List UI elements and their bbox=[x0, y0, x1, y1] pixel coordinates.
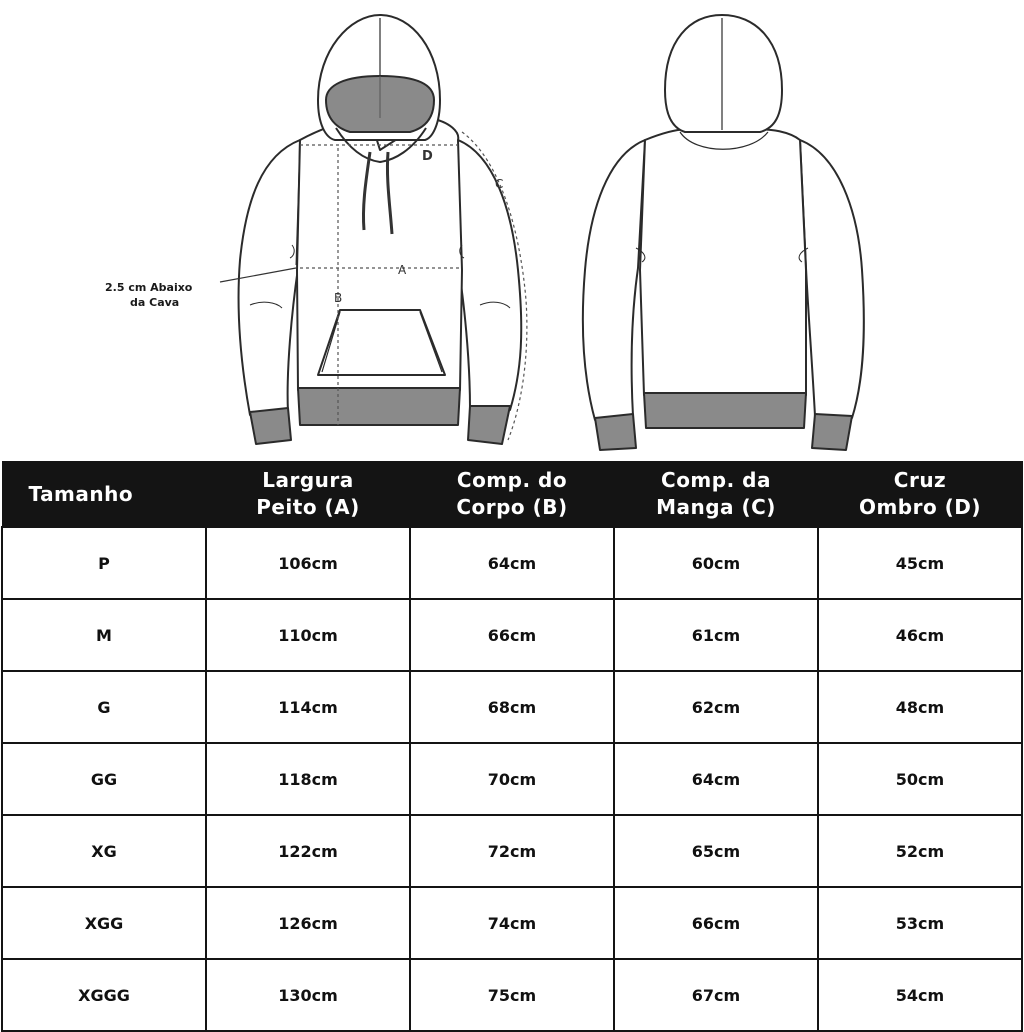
cell-sleeve-length: 65cm bbox=[614, 815, 818, 887]
cell-chest: 122cm bbox=[206, 815, 410, 887]
table-row bbox=[2, 527, 1022, 599]
cell-size: M bbox=[2, 599, 206, 671]
cell-sleeve-length: 62cm bbox=[614, 671, 818, 743]
label-a: A bbox=[398, 263, 407, 277]
header-comp-corpo: Comp. do Corpo (B) bbox=[410, 462, 614, 528]
annotation-line2: da Cava bbox=[130, 296, 180, 309]
label-c: C bbox=[495, 177, 504, 191]
hoodie-front bbox=[238, 15, 521, 444]
cell-sleeve-length: 67cm bbox=[614, 959, 818, 1031]
annotation-line1: 2.5 cm Abaixo bbox=[105, 281, 193, 294]
cell-body-length: 70cm bbox=[410, 743, 614, 815]
table-row bbox=[2, 815, 1022, 887]
header-comp-manga: Comp. da Manga (C) bbox=[614, 462, 818, 528]
size-table-header bbox=[2, 462, 1022, 528]
label-d: D bbox=[422, 149, 433, 164]
cell-body-length: 68cm bbox=[410, 671, 614, 743]
size-table bbox=[1, 461, 1023, 1032]
cell-shoulder: 54cm bbox=[818, 959, 1022, 1031]
cell-chest: 110cm bbox=[206, 599, 410, 671]
hoodie-illustration bbox=[0, 0, 1024, 460]
cell-sleeve-length: 66cm bbox=[614, 887, 818, 959]
cell-shoulder: 48cm bbox=[818, 671, 1022, 743]
hoodie-diagram bbox=[0, 0, 1024, 460]
cell-chest: 106cm bbox=[206, 527, 410, 599]
cell-body-length: 66cm bbox=[410, 599, 614, 671]
cell-body-length: 64cm bbox=[410, 527, 614, 599]
header-cruz-ombro: Cruz Ombro (D) bbox=[818, 462, 1022, 528]
cell-shoulder: 46cm bbox=[818, 599, 1022, 671]
table-row bbox=[2, 959, 1022, 1031]
cell-body-length: 75cm bbox=[410, 959, 614, 1031]
table-row bbox=[2, 671, 1022, 743]
header-tamanho: Tamanho bbox=[2, 462, 206, 528]
hoodie-back bbox=[583, 15, 864, 450]
cell-chest: 126cm bbox=[206, 887, 410, 959]
cell-sleeve-length: 64cm bbox=[614, 743, 818, 815]
cell-shoulder: 52cm bbox=[818, 815, 1022, 887]
cell-size: XGG bbox=[2, 887, 206, 959]
cell-chest: 118cm bbox=[206, 743, 410, 815]
label-b: B bbox=[334, 291, 343, 305]
cell-sleeve-length: 60cm bbox=[614, 527, 818, 599]
cell-shoulder: 50cm bbox=[818, 743, 1022, 815]
cell-size: XGGG bbox=[2, 959, 206, 1031]
cell-shoulder: 53cm bbox=[818, 887, 1022, 959]
cell-size: P bbox=[2, 527, 206, 599]
cell-body-length: 74cm bbox=[410, 887, 614, 959]
cell-sleeve-length: 61cm bbox=[614, 599, 818, 671]
cell-size: GG bbox=[2, 743, 206, 815]
cell-chest: 130cm bbox=[206, 959, 410, 1031]
table-row bbox=[2, 887, 1022, 959]
cell-chest: 114cm bbox=[206, 671, 410, 743]
cell-shoulder: 45cm bbox=[818, 527, 1022, 599]
cell-size: G bbox=[2, 671, 206, 743]
header-largura-peito: Largura Peito (A) bbox=[206, 462, 410, 528]
table-row bbox=[2, 743, 1022, 815]
cell-body-length: 72cm bbox=[410, 815, 614, 887]
table-row bbox=[2, 599, 1022, 671]
cell-size: XG bbox=[2, 815, 206, 887]
